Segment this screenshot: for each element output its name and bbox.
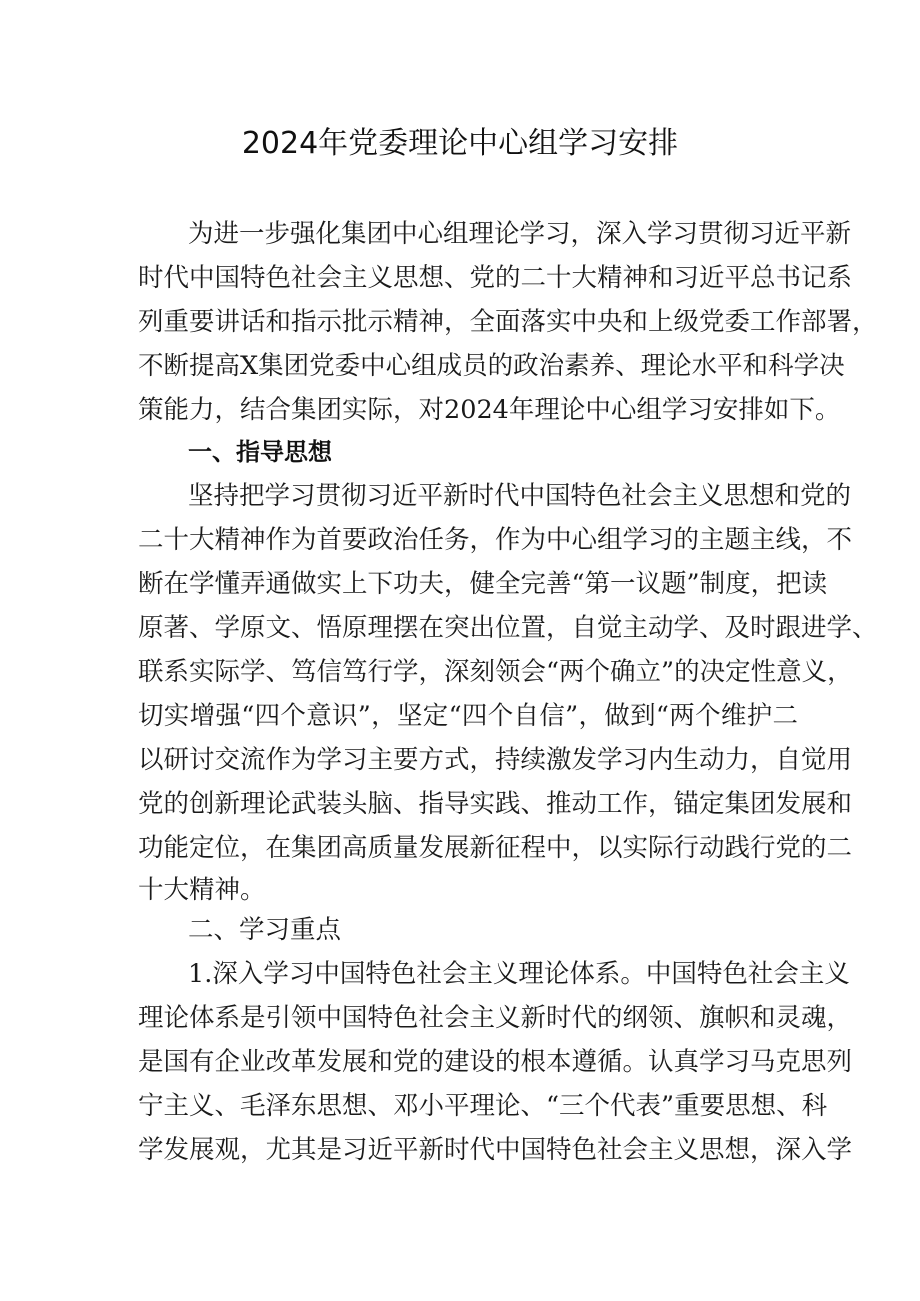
section2-line-5: 学发展观，尤其是习近平新时代中国特色社会主义思想，深入学: [138, 1135, 853, 1165]
intro-line-2: 时代中国特色社会主义思想、党的二十大精神和习近平总书记系: [138, 263, 853, 293]
section1-line-3: 断在学懂弄通做实上下功夫，健全完善“第一议题”制度，把读: [138, 569, 828, 599]
section2-line-4: 宁主义、毛泽东思想、邓小平理论、“三个代表”重要思想、科: [138, 1091, 828, 1121]
section1-line-8: 党的创新理论武装头脑、指导实践、推动工作，锚定集团发展和: [138, 789, 853, 819]
section-heading-learning-focus: 二、学习重点: [188, 915, 342, 945]
section1-line-7: 以研讨交流作为学习主要方式，持续激发学习内生动力，自觉用: [138, 745, 853, 775]
section1-line-10: 十大精神。: [138, 875, 266, 905]
section1-line-6: 切实增强“四个意识”，坚定“四个自信”，做到“两个维护二: [138, 701, 798, 731]
section1-line-1: 坚持把学习贯彻习近平新时代中国特色社会主义思想和党的: [188, 481, 852, 511]
section2-line-2: 理论体系是引领中国特色社会主义新时代的纲领、旗帜和灵魂，: [138, 1003, 853, 1033]
section2-line-3: 是国有企业改革发展和党的建设的根本遵循。认真学习马克思列: [138, 1047, 853, 1077]
document-title: 2024年党委理论中心组学习安排: [241, 126, 679, 161]
intro-line-4: 不断提高X集团党委中心组成员的政治素养、理论水平和科学决: [138, 351, 845, 381]
section1-line-5: 联系实际学、笃信笃行学，深刻领会“两个确立”的决定性意义，: [138, 657, 853, 687]
intro-line-5: 策能力，结合集团实际，对2024年理论中心组学习安排如下。: [138, 395, 841, 425]
section1-line-4: 原著、学原文、悟原理摆在突出位置，自觉主动学、及时跟进学、: [138, 613, 878, 643]
section-heading-guiding-ideology: 一、指导思想: [188, 438, 332, 466]
section1-line-9: 功能定位，在集团高质量发展新征程中，以实际行动践行党的二: [138, 833, 853, 863]
section2-line-1: 1.深入学习中国特色社会主义理论体系。中国特色社会主义: [188, 959, 850, 989]
intro-line-1: 为进一步强化集团中心组理论学习，深入学习贯彻习近平新: [188, 219, 852, 249]
intro-line-3: 列重要讲话和指示批示精神，全面落实中央和上级党委工作部署，: [138, 307, 878, 337]
section1-line-2: 二十大精神作为首要政治任务，作为中心组学习的主题主线，不: [138, 525, 853, 555]
